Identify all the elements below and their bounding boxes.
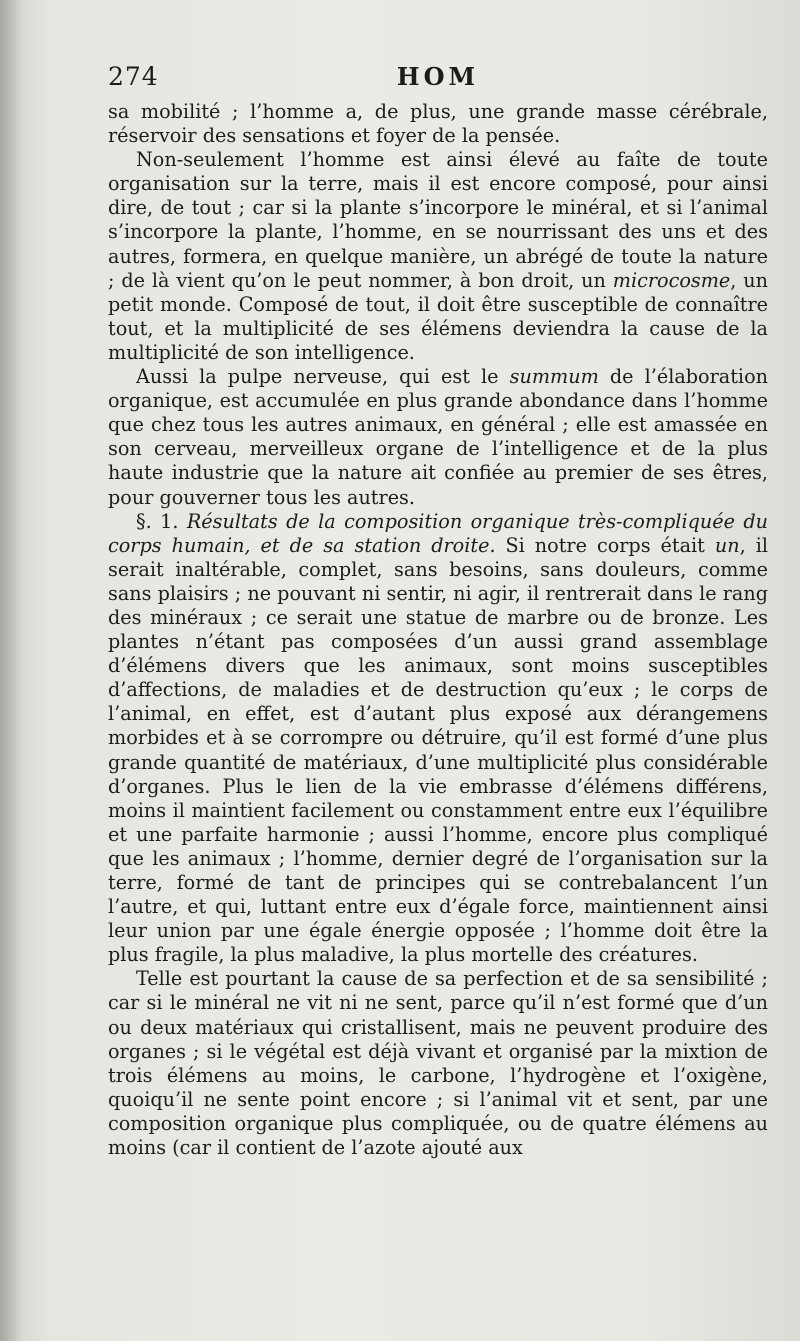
term-summum: summum — [509, 365, 599, 389]
term-microcosme: microcosme — [612, 268, 731, 292]
paragraph-nervous-pulp: Aussi la pulpe nerveuse, qui est le summum de l’élaboration organique, est accumulée en plus grande abondance dans l’homme que chez tous les autres animaux, en général ; elle est amassée en son cerveau, merveilleux organe de l’intelligence et de la plus haute industrie que la nature ait confiée au premier de ses êtres, pour gouverner tous les autres. — [108, 365, 768, 509]
paragraph-perfection: Telle est pourtant la cause de sa perfection et de sa sensibilité ; car si le minéral ne vit ni ne sent, parce qu’il n’est formé que d’un ou deux matériaux qui cristallisent, mais ne peuvent produire des organes ; si le végétal est déjà vivant et organisé par la mixtion de trois élémens au moins, le carbone, l’hydrogène et l’oxigène, quoiqu’il ne sente point encore ; si l’animal vit et sent, par une composition organique plus compliquée, ou de quatre élémens au moins (car il contient de l’azote ajouté aux — [108, 967, 768, 1160]
gutter-shadow — [0, 0, 22, 1341]
body-text — [108, 100, 768, 1160]
term-un: un — [714, 533, 740, 557]
paragraph-microcosm: Non-seulement l’homme est ainsi élevé au faîte de toute organisation sur la terre, mais il est encore composé, pour ainsi dire, de tout ; car si la plante s’incorpore le minéral, et si l’animal s’incorpore la plante, l’homme, en se nourrissant des uns et des autres, formera, en quelque manière, un abrégé de toute la nature ; de là vient qu’on le peut nommer, à bon droit, un microcosme, un petit monde. Composé de tout, il doit être susceptible de connaître tout, et la multiplicité de ses élémens deviendra la cause de la multiplicité de son intelligence. — [108, 148, 768, 364]
paragraph-continuation: sa mobilité ; l’homme a, de plus, une grande masse cérébrale, réservoir des sensations et foyer de la pensée. — [108, 100, 768, 148]
section-title: Résultats de la composition organique très-compliquée du corps humain, et de sa station droite. — [108, 509, 768, 557]
page-number: 274 — [108, 62, 159, 91]
page-header — [108, 62, 768, 96]
section-paragraph: §. 1. Résultats de la composition organique très-compliquée du corps humain, et de sa station droite. Si notre corps était un, il serait inaltérable, complet, sans besoins, sans douleurs, comme sans plaisirs ; ne pouvant ni sentir, ni agir, il rentrerait dans le rang des minéraux ; ce serait une statue de marbre ou de bronze. Les plantes n’étant pas composées d’un aussi grand assemblage d’élémens divers que les animaux, sont moins susceptibles d’affections, de maladies et de destruction qu’eux ; le corps de l’animal, en effet, est d’autant plus exposé aux dérangemens morbides et à se corrompre ou détruire, qu’il est formé d’une plus grande quantité de matériaux, d’une multiplicité plus considérable d’organes. Plus le lien de la vie embrasse d’élémens différens, moins il maintient facilement ou constamment entre eux l’équilibre et une parfaite harmonie ; aussi l’homme, encore plus compliqué que les animaux ; l’homme, dernier degré de l’organisation sur la terre, formé de tant de principes qui se contrebalancent l’un l’autre, et qui, luttant entre eux d’égale force, maintiennent ainsi leur union par une égale énergie opposée ; l’homme doit être la plus fragile, la plus maladive, la plus mortelle des créatures. — [108, 509, 768, 967]
section-mark: §. 1. — [136, 509, 187, 533]
running-head: HOM — [396, 62, 480, 91]
